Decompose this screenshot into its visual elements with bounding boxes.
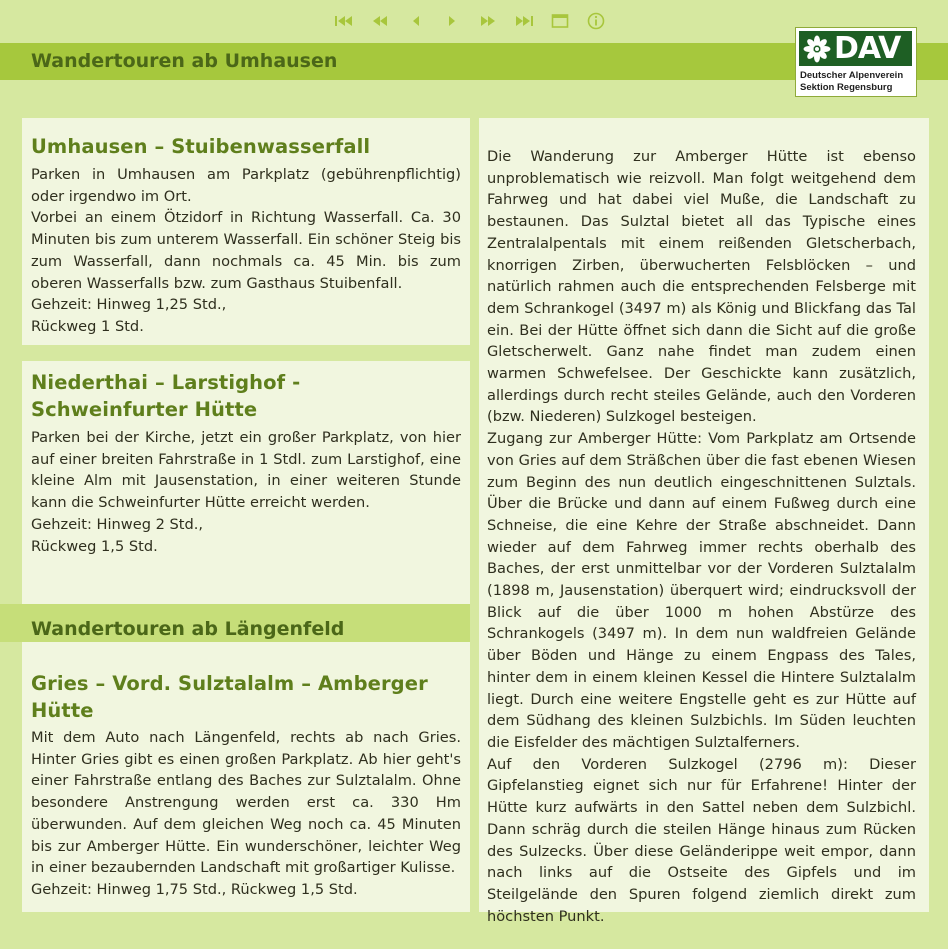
paragraph-intro: Die Wanderung zur Amberger Hütte ist ebenso unproblematisch wie reizvoll. Man folgt weitgehend dem Fahrweg und hat dabei viel Muße, die Landschaft zu bestaunen. Das Sulztal bietet all das Typische eines Zentralalpentals mit einem reißenden Gletscherbach, knorrigen Zirben, überwucherten Felsblöcken – und natürlich rahmen auch die entsprechenden Felsberge mit dem Schrankogel (3497 m) als König und Blickfang das Tal ein. Bei der Hütte öffnet sich dann die Sicht auf die große Gletscherwelt. Ganz nahe findet man zudem einen warmen Schwefelsee. Der Geschickte kann zusätzlich, allerdings durch recht steiles Gelände, auch den Vorderen (bzw. Niederen) Sulzkogel besteigen. xyxy=(487,148,916,426)
logo-line1: Deutscher Alpenverein xyxy=(800,70,904,81)
page-title: Wandertouren ab Umhausen xyxy=(31,50,338,72)
next-icon[interactable] xyxy=(439,10,465,32)
section-body xyxy=(31,164,461,338)
skip-to-first-icon[interactable] xyxy=(331,10,357,32)
info-icon[interactable] xyxy=(583,10,609,32)
logo-letters: DAV xyxy=(834,31,901,66)
section-title: Umhausen – Stuibenwasserfall xyxy=(31,135,371,158)
section-title: Gries – Vord. Sulztalalm – Amberger Hütte xyxy=(31,672,428,722)
subheader-title: Wandertouren ab Längenfeld xyxy=(31,618,345,640)
section-title: Niederthai – Larstighof - Schweinfurter Hütte xyxy=(31,371,301,421)
fast-back-icon[interactable] xyxy=(367,10,393,32)
skip-to-last-icon[interactable] xyxy=(511,10,537,32)
subheader-band xyxy=(0,604,470,642)
paragraph-summit: Auf den Vorderen Sulzkogel (2796 m): Dieser Gipfelanstieg eignet sich nur für Erfahrene! Hinter der Hütte kurz aufwärts in den Sattel neben dem Sulzbichl. Dann schräg durch die steilen Hänge hinaus zum Rücken des Sulzecks. Über diese Geländerippe weit empor, dann nach links auf die Ostseite des Gipfels und im Steilgelände den Spuren folgend ziemlich direkt zum höchsten Punkt. xyxy=(487,755,916,925)
paragraph-access: Zugang zur Amberger Hütte: Vom Parkplatz am Ortsende von Gries auf dem Sträßchen über die fast ebenen Wiesen zum Beginn des nun deutlich eingeschnittenen Sulztals. Über die Brücke und dann auf einem Fußweg durch eine Schneise, die eine Kehre der Straße abschneidet. Dann wieder auf dem Fahrweg immer rechts oberhalb des Baches, der erst unmittelbar vor der Vorderen Sulztalalm (1898 m, Jausenstation) überquert wird; eindrucksvoll der Blick auf die über 1000 m hohen Abstürze des Schrankogels (3497 m). In dem nun waldfreien Gelände über Böden und Hänge zu einem Engpass des Tales, hinter dem in einem kleinen Kessel die Hintere Sulztalalm liegt. Durch eine weitere Engstelle geht es zur Hütte auf dem Südhang des kleinen Sulzbichls. Im Süden leuchten die Eisfelder des mächtigen Sulztalferners. xyxy=(487,430,916,751)
dav-logo xyxy=(795,27,917,97)
logo-line2: Sektion Regensburg xyxy=(800,82,893,93)
column-body xyxy=(487,146,916,927)
section-gries xyxy=(31,670,461,901)
paragraph: Parken bei der Kirche, jetzt ein großer Parkplatz, von hier auf einer breiten Fahrstraße in 1 Stdl. zum Larstighof, eine kleine Alm mit Jausenstation, in einer weiteren Stunde kann die Schweinfurter Hütte erreicht werden. xyxy=(31,429,461,512)
section-umhausen xyxy=(31,133,461,338)
paragraph: Parken in Umhausen am Parkplatz (gebührenpflichtig) oder irgendwo im Ort. xyxy=(31,166,461,205)
fast-forward-icon[interactable] xyxy=(475,10,501,32)
paragraph: Mit dem Auto nach Längenfeld, rechts ab nach Gries. Hinter Gries gibt es einen großen Parkplatz. Ab hier geht's einer Fahrstraße entlang des Baches zur Sulztalalm. Ohne besondere Anstrengung werden erst ca. 330 Hm überwunden. Auf dem gleichen Weg noch ca. 45 Minuten bis zur Amberger Hütte. Ein wunderschöner, leichter Weg in einer bezaubernden Landschaft mit großartiger Kulisse. xyxy=(31,729,461,877)
walking-time: Gehzeit: Hinweg 2 Std., xyxy=(31,515,204,533)
return-time: Rückweg 1,5 Std. xyxy=(31,537,158,555)
paragraph: Vorbei an einem Ötzidorf in Richtung Wasserfall. Ca. 30 Minuten bis zum unterem Wasserfall. Ein schöner Steig bis zum Wasserfall, dann nochmals ca. 45 Min. bis zum oberen Wasserfalls bzw. zum Gasthaus Stuibenfall. xyxy=(31,209,461,292)
right-column-text xyxy=(487,146,916,927)
walking-time: Gehzeit: Hinweg 1,25 Std., xyxy=(31,296,227,314)
walking-time: Gehzeit: Hinweg 1,75 Std., Rückweg 1,5 Std. xyxy=(31,880,358,898)
section-body xyxy=(31,727,461,901)
window-icon[interactable] xyxy=(547,10,573,32)
previous-icon[interactable] xyxy=(403,10,429,32)
section-body xyxy=(31,427,461,557)
section-niederthai xyxy=(31,369,461,557)
logo-mark xyxy=(799,31,912,66)
edelweiss-icon xyxy=(802,34,832,64)
return-time: Rückweg 1 Std. xyxy=(31,317,144,335)
navigation-toolbar xyxy=(331,9,609,33)
